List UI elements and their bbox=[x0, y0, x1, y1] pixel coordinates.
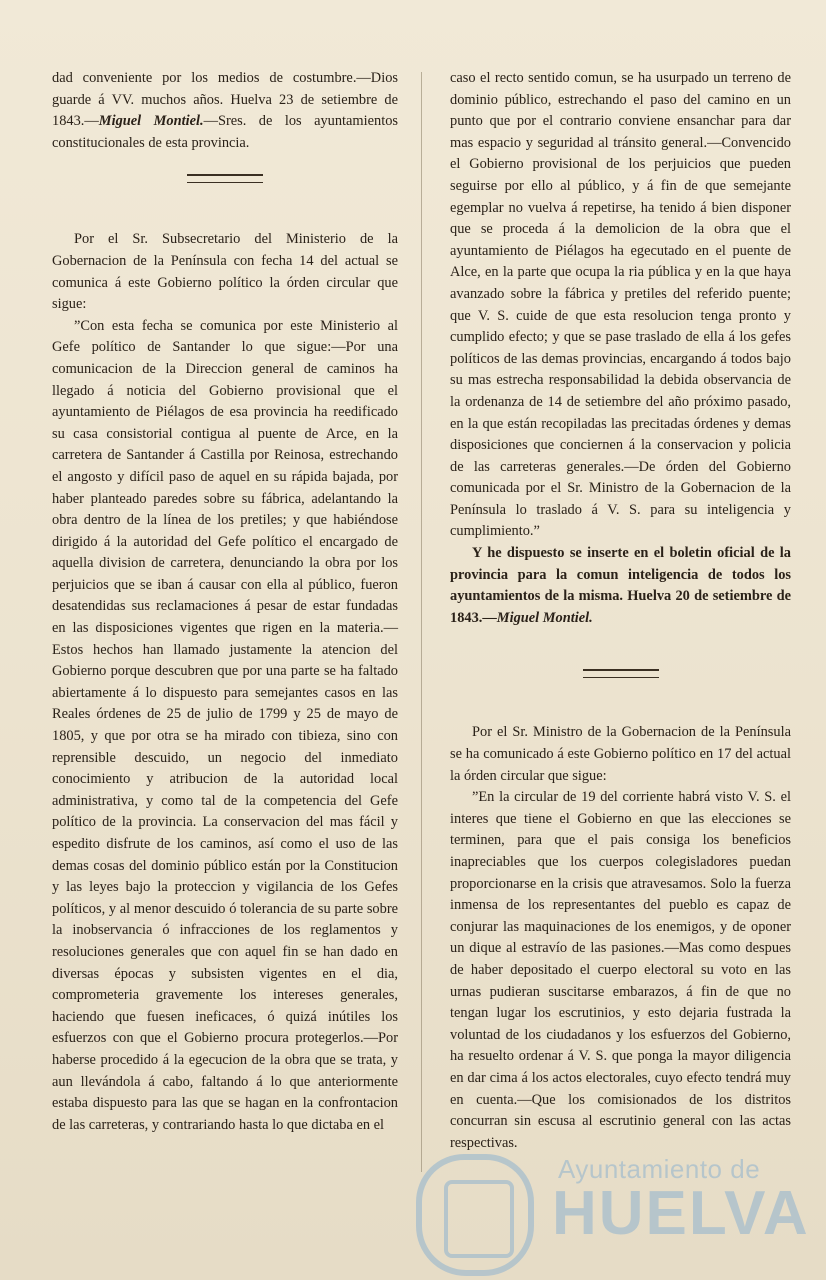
coat-of-arms-icon bbox=[416, 1154, 534, 1276]
column-divider bbox=[421, 72, 422, 1172]
right-column bbox=[450, 68, 791, 1154]
signature: Miguel Montiel. bbox=[496, 609, 593, 626]
publication-text: Y he dispuesto se inserte en el boletin oficial de la provincia para la comun inteligencia de todos los ayuntamientos de la misma. Huelva 20 de setiembre de 1843.— bbox=[450, 545, 791, 626]
section-divider bbox=[583, 669, 659, 678]
section-divider bbox=[187, 174, 263, 183]
signature: Miguel Montiel. bbox=[98, 113, 204, 130]
left-column bbox=[52, 68, 398, 1136]
watermark-line2: HUELVA bbox=[552, 1179, 810, 1248]
circular-intro: Por el Sr. Subsecretario del Ministerio de la Gobernacion de la Península con fecha 14 del actual se comunica á este Gobierno político la órden circular que sigue: bbox=[52, 231, 398, 313]
circular-continuation: caso el recto sentido comun, se ha usurpado un terreno de dominio público, estrechando el paso del camino en un punto que por el contrario conviene ensanchar para dar mas espacio y seguridad al tránsito general.—Convencido el Gobierno provisional de los perjuicios que pueden seguirse por ello al público, y á fin de que semejante egemplar no vuelva á repetirse, ha tenido á bien disponer que se proceda á la demolicion de la obra que el ayuntamiento de Piélagos ha egecutado en el puente de Alce, en la parte que ocupa la ria pública y en la que haya avanzado sobre la fábrica y pretiles del referido puente; que V. S. cuide de que esta resolucion tenga pronto y cumplido efecto; y que se pase traslado de ella á los gefes políticos de las demas provincias, encargando á todos bajo su mas estrecha responsabilidad la debida observancia de la ordenanza de 14 de setiembre del año próximo pasado, en la que están recopiladas las precitadas órdenes y demas disposiciones que conciernen á la conservacion y policia de las carreteras generales.—De órden del Gobierno comunicada por el Sr. Ministro de la Gobernacion de la Península lo traslado á V. S. para su inteligencia y cumplimiento.” bbox=[450, 70, 791, 540]
circular-body: ”Con esta fecha se comunica por este Ministerio al Gefe político de Santander lo que sigue:—Por una comunicacion de la Direccion general de caminos ha llegado á noticia del Gobierno provisional que el ayuntamiento de Piélagos de esa provincia ha reedificado su casa consistorial contigua al puente de Arce, en la carretera de Santander á Castilla por Reinosa, estrechando el angosto y difícil paso de aquel en su rápida bajada, por haber planteado paredes sobre su fábrica, adelantando la obra dentro de la línea de los pretiles; y que habiéndose dirigido á la autoridad del Gefe político el encargado de aquella division de carretera, denunciando la obra por los perjuicios que se iban á causar con ella al público, fueron desatendidas sus reclamaciones á pesar de estar fundadas en las disposiciones vigentes que rigen en la materia.—Estos hechos han llamado justamente la atencion del Gobierno porque descubren que por una parte se ha faltado abiertamente á lo dispuesto para semejantes casos en las Reales órdenes de 25 de julio de 1799 y 25 de mayo de 1805, y que por otra se ha mirado con tibieza, sino con reprensible descuido, un negocio del inmediato conocimiento y atribucion de la autoridad local administrativa, y como tal de la competencia del Gefe político de la provincia. La conservacion del mas fácil y espedito disfrute de los caminos, así como el uso de las demas cosas del dominio público están por la Constitucion y las leyes bajo la proteccion y vigilancia de los Gefes políticos, y al menor descuido ó tolerancia de su parte sobre la inobservancia ó infracciones de los reglamentos y resoluciones generales que con aquel fin se han dado en diversas épocas y subsisten vigentes en el dia, comprometeria gravemente los intereses generales, haciendo que fuesen ineficaces, ó quizá inútiles los esfuerzos con que el Gobierno procura protegerlos.—Por haberse procedido á la egecucion de la obra que se trata, y aun llevándola á cabo, faltando á lo que anteriormente estaba dispuesto para las que se hagan en la confrontacion de las carreteras, y contrariando hasta lo que dictaba en el bbox=[52, 317, 398, 1133]
watermark-line1: Ayuntamiento de bbox=[558, 1154, 761, 1184]
closing-text: dad conveniente por los medios de costumbre.—Dios guarde á VV. muchos años. Huelva 23 de setiembre de 1843.— bbox=[52, 70, 398, 130]
second-circular-body: ”En la circular de 19 del corriente habrá visto V. S. el interes que tiene el Gobierno en que las elecciones se terminen, para que el pais consiga los beneficios inapreciables que los cuerpos colegisladores puedan proporcionarse en la crisis que atravesamos. Solo la fuerza inmensa de los representantes del pueblo es capaz de conjurar las maquinaciones de los enemigos, y de oponer un dique al estravío de las pasiones.—Mas como despues de haber depositado el cuerpo electoral su voto en las urnas pudieran suscitarse embarazos, á fin de que no tengan lugar los escrutinios, y esto dejaria fustrada la voluntad de los ciudadanos y los esfuerzos del Gobierno, ha resuelto ordenar á V. S. que ponga la mayor diligencia en dar cima á los actos electorales, cuyo efecto tendrá muy en cuenta.—Que los comisionados de los distritos concurran sin escusa al escrutinio general con las actas respectivas. bbox=[450, 789, 791, 1151]
publication-order bbox=[450, 543, 791, 629]
closing-paragraph bbox=[52, 68, 398, 154]
second-circular-intro: Por el Sr. Ministro de la Gobernacion de la Península se ha comunicado á este Gobierno político en 17 del actual la órden circular que sigue: bbox=[450, 724, 791, 784]
closing-tail: —Sres. de los ayuntamientos constitucionales de esta provincia. bbox=[52, 113, 399, 151]
archive-watermark bbox=[416, 1150, 810, 1270]
